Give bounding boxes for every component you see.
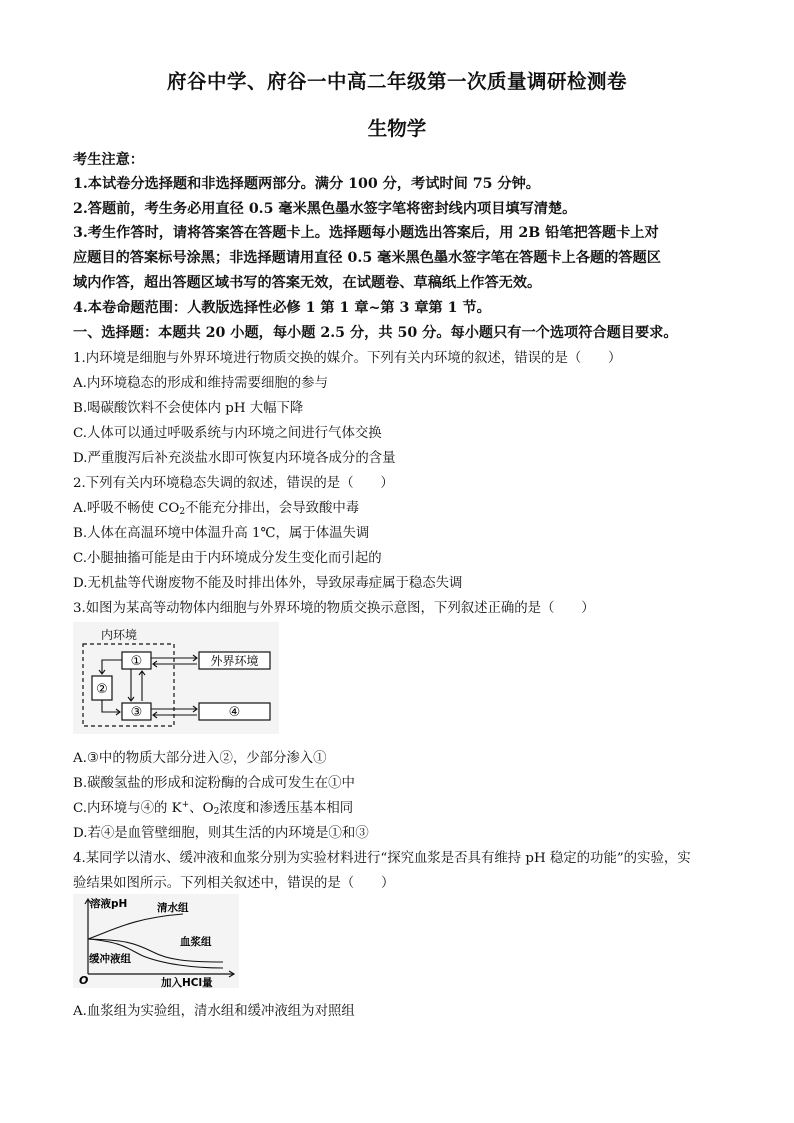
q3-option-c (73, 797, 353, 817)
q4-ylabel: 溶液pH (90, 898, 128, 910)
exam-title: 府谷中学、府谷一中高二年级第一次质量调研检测卷 (166, 70, 627, 93)
q3-option-d: D.若④是血管壁细胞，则其生活的内环境是①和③ (73, 826, 369, 841)
notice-item-1: 1.本试卷分选择题和非选择题两部分。满分 100 分，考试时间 75 分钟。 (73, 176, 540, 192)
q3-diagram (73, 622, 279, 734)
q1-option-b: B.喝碳酸饮料不会使体内 pH 大幅下降 (73, 401, 304, 416)
q2-option-c: C.小腿抽搐可能是由于内环境成分发生变化而引起的 (73, 551, 382, 566)
q2-option-d: D.无机盐等代谢废物不能及时排出体外，导致尿毒症属于稳态失调 (73, 576, 463, 591)
q3-c-sup: + (181, 800, 190, 810)
q4-stem-line1: 4.某同学以清水、缓冲液和血浆分别为实验材料进行“探究血浆是否具有维持 pH 稳定的功能”的实验，实 (73, 851, 691, 866)
q4-ph-graph (73, 894, 239, 988)
q3-option-a: A.③中的物质大部分进入②，少部分渗入① (73, 751, 327, 766)
notice-item-4: 4.本卷命题范围：人教版选择性必修 1 第 1 章~第 3 章第 1 节。 (73, 300, 491, 316)
q3-c-mid: 、O (189, 801, 214, 816)
q3-c-post: 浓度和渗透压基本相同 (219, 801, 354, 816)
notice-item-3: 3.考生作答时，请将答案答在答题卡上。选择题每小题选出答案后，用 2B 铅笔把答题卡上对 (73, 225, 659, 241)
q1-option-d: D.严重腹泻后补充淡盐水即可恢复内环境各成分的含量 (73, 451, 396, 466)
q2-option-a (73, 497, 359, 517)
notice-item-3-cont2: 域内作答，超出答题区域书写的答案无效，在试题卷、草稿纸上作答无效。 (73, 275, 542, 291)
q2-a-post: 不能充分排出，会导致酸中毒 (185, 501, 360, 516)
section-heading: 一、选择题：本题共 20 小题，每小题 2.5 分，共 50 分。每小题只有一个选项符合题目要求。 (73, 325, 678, 341)
subject-title: 生物学 (367, 117, 427, 140)
q3-c-sub: 2 (213, 807, 220, 817)
q3-box-1-label: ① (130, 654, 143, 669)
q2-option-b: B.人体在高温环境中体温升高 1℃，属于体温失调 (73, 526, 370, 541)
q4-xlabel: 加入HCl量 (161, 977, 213, 988)
q4-option-a: A.血浆组为实验组，清水组和缓冲液组为对照组 (73, 1004, 355, 1019)
q4-origin: O (79, 974, 89, 987)
q3-option-b: B.碳酸氢盐的形成和淀粉酶的合成可发生在①中 (73, 776, 355, 791)
q1-option-c: C.人体可以通过呼吸系统与内环境之间进行气体交换 (73, 426, 382, 441)
q3-stem: 3.如图为某高等动物体内细胞与外界环境的物质交换示意图，下列叙述正确的是（ ） (73, 601, 595, 616)
q3-c-pre: C.内环境与④的 K (73, 801, 182, 816)
q3-box-2-label: ② (96, 682, 108, 697)
q1-stem: 1.内环境是细胞与外界环境进行物质交换的媒介。下列有关内环境的叙述，错误的是（ ） (73, 351, 622, 366)
notice-item-2: 2.答题前，考生务必用直径 0.5 毫米黑色墨水签字笔将密封线内项目填写清楚。 (73, 201, 577, 217)
q1-option-a: A.内环境稳态的形成和维持需要细胞的参与 (73, 376, 328, 391)
q2-a-sub: 2 (179, 507, 186, 517)
q4-series-water: 清水组 (157, 902, 189, 914)
q3-box-outer-label: 外界环境 (210, 654, 259, 668)
notice-item-3-cont: 应题目的答案标号涂黑；非选择题请用直径 0.5 毫米黑色墨水签字笔在答题卡上各题的答题区 (73, 250, 661, 266)
q3-label-inner: 内环境 (101, 628, 138, 642)
q3-box-4-label: ④ (228, 705, 241, 720)
q4-series-plasma: 血浆组 (180, 936, 212, 948)
q2-stem: 2.下列有关内环境稳态失调的叙述，错误的是（ ） (73, 476, 394, 491)
q4-series-buffer: 缓冲液组 (89, 953, 131, 965)
q3-box-3-label: ③ (130, 705, 143, 720)
q2-a-pre: A.呼吸不畅使 CO (73, 501, 180, 516)
q4-stem-line2: 验结果如图所示。下列相关叙述中，错误的是（ ） (73, 876, 395, 891)
notice-heading: 考生注意： (73, 152, 144, 168)
